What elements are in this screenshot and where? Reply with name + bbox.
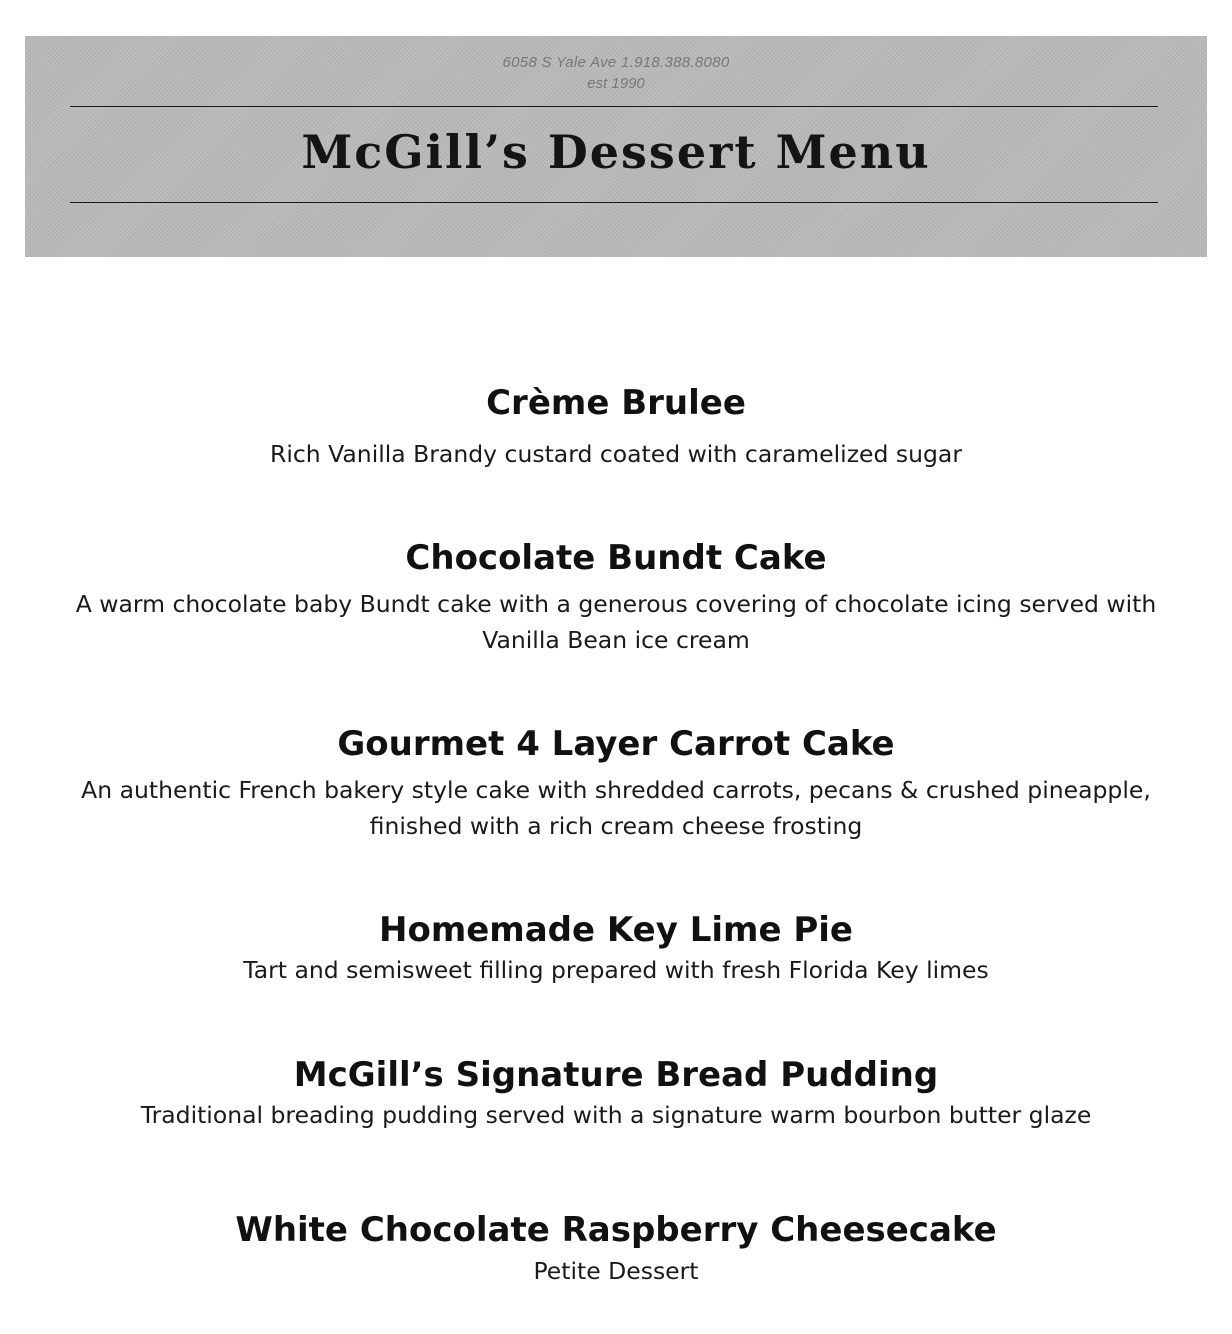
dessert-name: White Chocolate Raspberry Cheesecake [235, 1210, 997, 1250]
dessert-description: Rich Vanilla Brandy custard coated with caramelized sugar [270, 440, 962, 468]
dessert-description: Petite Dessert [533, 1257, 699, 1285]
dessert-name: Homemade Key Lime Pie [379, 910, 853, 950]
header-divider-top [70, 106, 1158, 107]
dessert-name: McGill’s Signature Bread Pudding [293, 1055, 939, 1095]
dessert-description: Traditional breading pudding served with a signature warm bourbon butter glaze [140, 1101, 1092, 1129]
dessert-name: Chocolate Bundt Cake [405, 538, 827, 578]
dessert-description: An authentic French bakery style cake with shredded carrots, pecans & crushed pineapple, finished with a rich cream cheese frosting [81, 776, 1151, 840]
dessert-name: Gourmet 4 Layer Carrot Cake [337, 724, 895, 764]
dessert-description: A warm chocolate baby Bundt cake with a generous covering of chocolate icing served with Vanilla Bean ice cream [75, 590, 1157, 654]
dessert-description: Tart and semisweet filling prepared with fresh Florida Key limes [243, 956, 989, 984]
established-year: est 1990 [587, 75, 645, 92]
page-title: McGill’s Dessert Menu [301, 125, 931, 179]
header-divider-bottom [70, 202, 1158, 203]
dessert-name: Crème Brulee [486, 383, 746, 423]
restaurant-address: 6058 S Yale Ave 1.918.388.8080 [502, 54, 730, 71]
menu-header [25, 36, 1207, 257]
